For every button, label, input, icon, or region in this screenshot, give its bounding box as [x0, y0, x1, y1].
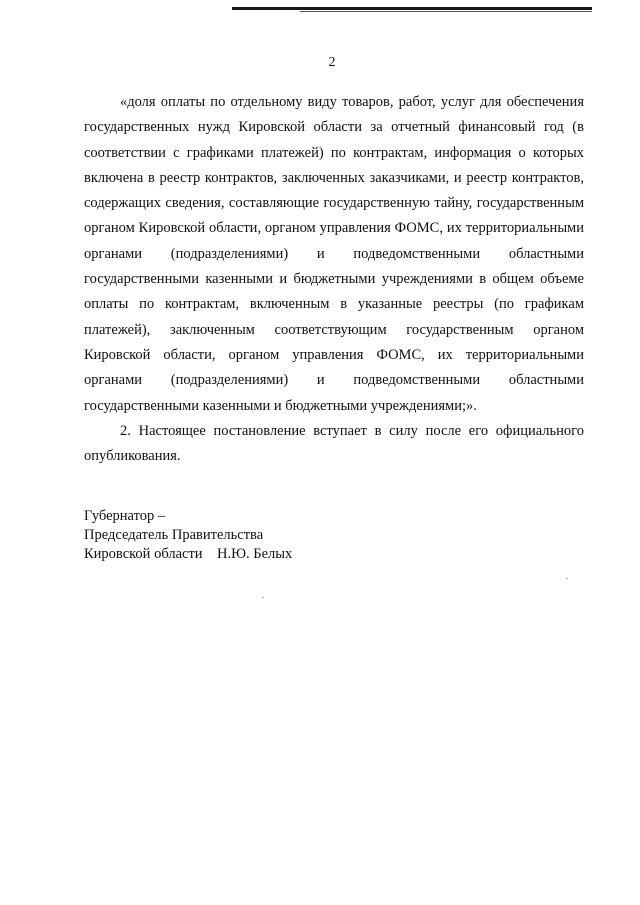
scan-speck — [262, 597, 264, 598]
paragraph-effective-date: 2. Настоящее постановление вступает в силу после его официального опубликования. — [84, 422, 584, 465]
scan-speck — [566, 578, 568, 579]
signature-position: Председатель Правительства — [84, 527, 264, 543]
scan-border-line — [232, 7, 592, 10]
paragraph-amendment: «доля оплаты по отдельному виду товаров, работ, услуг для обеспечения государственных нужд Кировской области за отчетный финансовый год (в соответствии с графиками платежей) по контрактам, информация о которых включена в реестр контрактов, заключенных заказчиками, и реестр контрактов, содержащих сведения, составляющие государственную тайну, государственным органом Кировской области, органом управления ФОМС, их территориальными органами (подразделениями) и подведомственными областными государственными казенными и бюджетными учреждениями в общем объеме оплаты по контрактам, включенным в указанные реестры (по графикам платежей), заключенным соответствующим государственным органом Кировской области, органом управления ФОМС, их территориальными органами (подразделениями) и подведомственными областными государственными казенными и бюджетными учреждениями;». — [84, 94, 584, 414]
signature-title: Губернатор – — [84, 508, 166, 524]
page-number: 2 — [328, 55, 336, 70]
signature-region-name: Кировской области Н.Ю. Белых — [84, 546, 293, 562]
document-body — [84, 90, 584, 469]
scan-border-line-thin — [300, 11, 592, 12]
signature-block — [84, 507, 292, 564]
